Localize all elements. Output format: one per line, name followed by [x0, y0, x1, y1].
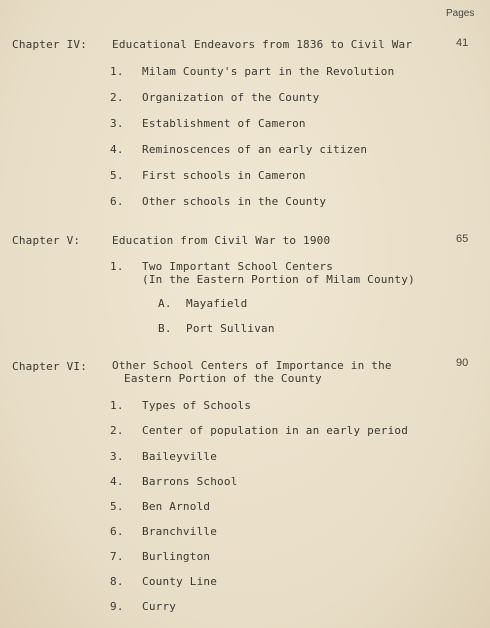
chapter-title: Educational Endeavors from 1836 to Civil War [112, 38, 413, 51]
item-text: First schools in Cameron [142, 169, 306, 182]
chapter-page-number: 90 [456, 357, 469, 369]
item-number: 1. [110, 65, 124, 78]
item-number: 2. [110, 424, 124, 437]
subitem-letter: B. [158, 322, 172, 335]
subitem-text: Port Sullivan [186, 322, 275, 335]
chapter-title: Education from Civil War to 1900 [112, 234, 331, 247]
item-text: Barrons School [142, 475, 238, 488]
item-text: Milam County's part in the Revolution [142, 65, 395, 78]
item-number: 3. [110, 117, 124, 130]
chapter-label: Chapter IV: [12, 38, 88, 51]
item-number: 4. [110, 475, 124, 488]
chapter-title: Other School Centers of Importance in the [112, 359, 392, 372]
chapter-label: Chapter V: [12, 234, 81, 247]
item-text: Ben Arnold [142, 500, 211, 513]
item-text: Organization of the County [142, 91, 320, 104]
item-number: 6. [110, 195, 124, 208]
item-text: Burlington [142, 550, 211, 563]
item-number: 3. [110, 450, 124, 463]
item-number: 4. [110, 143, 124, 156]
item-text: Branchville [142, 525, 218, 538]
item-number: 1. [110, 399, 124, 412]
chapter-page-number: 65 [456, 233, 469, 245]
item-text: Establishment of Cameron [142, 117, 306, 130]
item-text: County Line [142, 575, 218, 588]
item-number: 9. [110, 600, 124, 613]
item-text: Reminoscences of an early citizen [142, 143, 368, 156]
item-text: Two Important School Centers [142, 260, 334, 273]
item-number: 7. [110, 550, 124, 563]
chapter-page-number: 41 [456, 37, 469, 49]
item-number: 2. [110, 91, 124, 104]
item-text: Center of population in an early period [142, 424, 409, 437]
subitem-text: Mayafield [186, 297, 248, 310]
item-number: 5. [110, 169, 124, 182]
subitem-letter: A. [158, 297, 172, 310]
pages-header: Pages [446, 8, 475, 19]
chapter-title-continued: Eastern Portion of the County [124, 372, 322, 385]
item-text: Other schools in the County [142, 195, 327, 208]
item-number: 1. [110, 260, 124, 273]
item-text: Curry [142, 600, 177, 613]
chapter-label: Chapter VI: [12, 360, 88, 373]
item-number: 6. [110, 525, 124, 538]
item-text: Baileyville [142, 450, 218, 463]
item-number: 5. [110, 500, 124, 513]
item-text-continued: (In the Eastern Portion of Milam County) [142, 273, 415, 286]
item-number: 8. [110, 575, 124, 588]
item-text: Types of Schools [142, 399, 252, 412]
